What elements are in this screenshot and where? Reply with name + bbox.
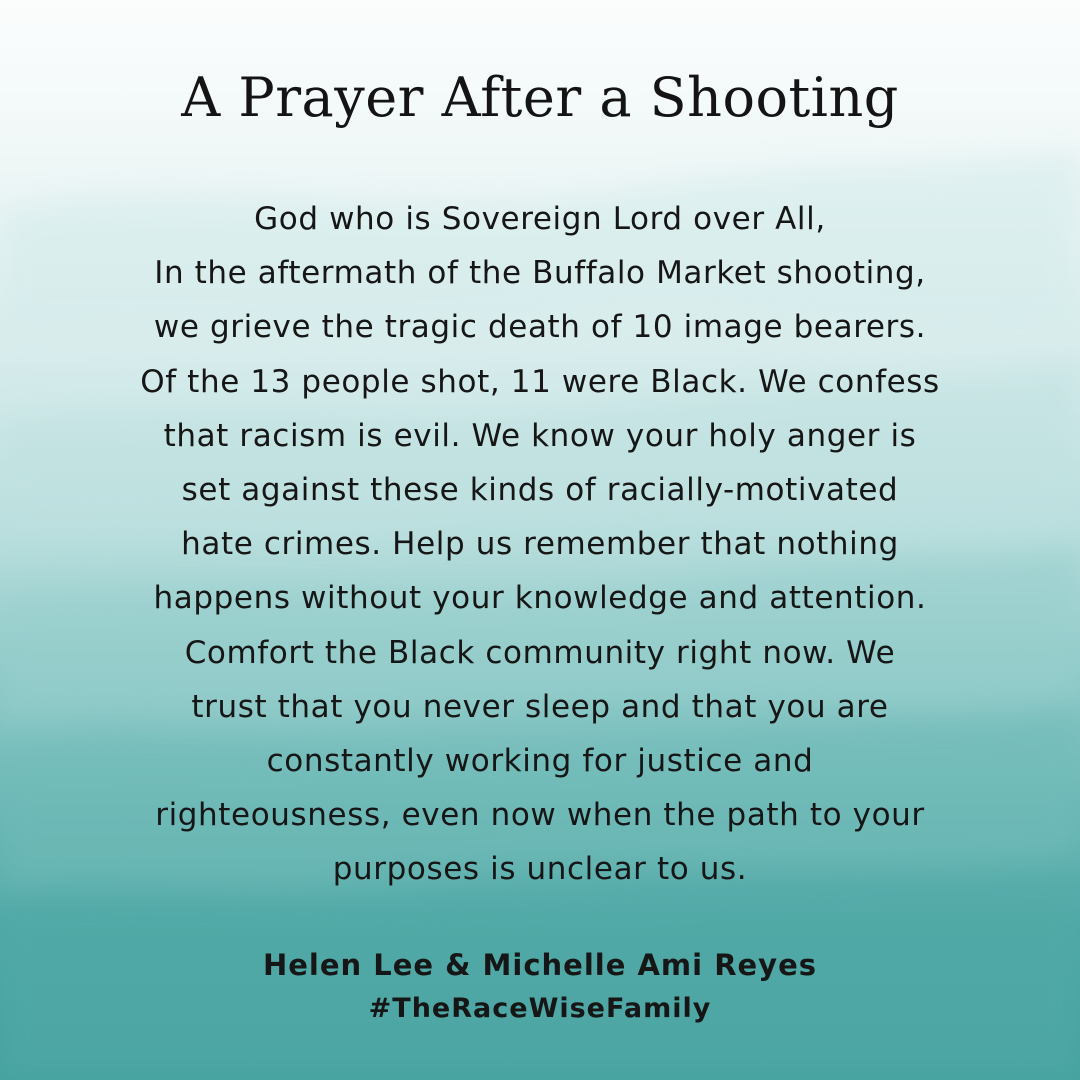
prayer-line: that racism is evil. We know your holy anger is [163, 417, 917, 454]
prayer-line: Of the 13 people shot, 11 were Black. We confess [140, 363, 940, 400]
hashtag: #TheRaceWiseFamily [368, 993, 712, 1024]
prayer-line: happens without your knowledge and attention. [153, 580, 927, 617]
prayer-line: righteousness, even now when the path to your [155, 797, 925, 834]
prayer-line: we grieve the tragic death of 10 image bearers. [153, 309, 927, 346]
prayer-text [60, 192, 1020, 897]
prayer-line: purposes is unclear to us. [332, 851, 748, 888]
prayer-line: set against these kinds of racially-motivated [181, 472, 899, 509]
prayer-line: hate crimes. Help us remember that nothing [181, 526, 899, 563]
prayer-line: God who is Sovereign Lord over All, [254, 201, 826, 237]
prayer-line: In the aftermath of the Buffalo Market shooting, [154, 255, 926, 292]
prayer-line: constantly working for justice and [266, 743, 814, 780]
prayer-line: trust that you never sleep and that you are [191, 688, 889, 725]
author-credit: Helen Lee & Michelle Ami Reyes [262, 948, 818, 982]
page-title: A Prayer After a Shooting [181, 66, 899, 129]
prayer-line: Comfort the Black community right now. We [184, 634, 896, 671]
